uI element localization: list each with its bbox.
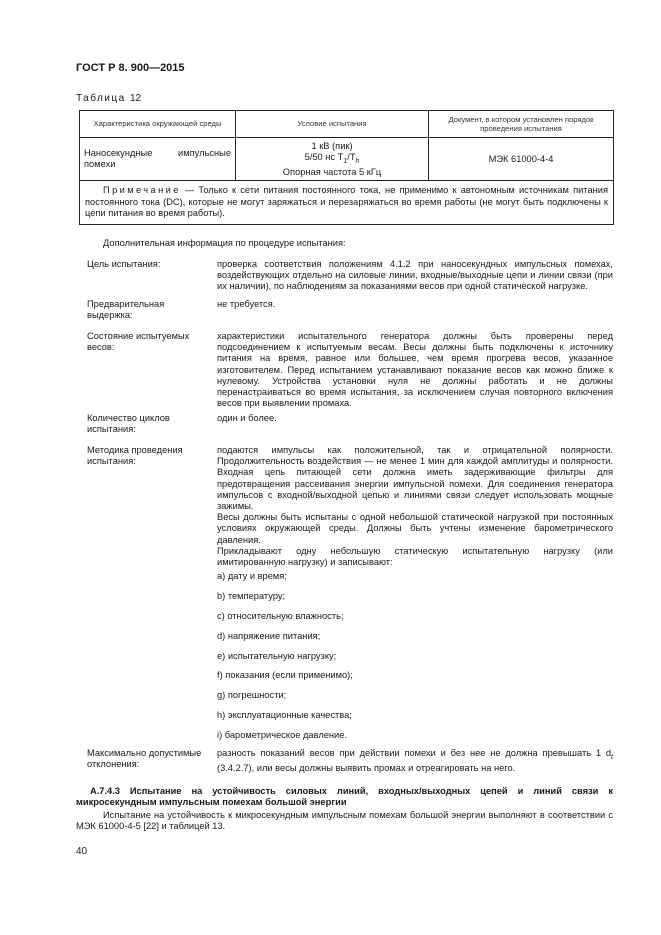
record-list xyxy=(217,571,613,750)
list-item: g) погрешности; xyxy=(217,690,287,701)
list-item: i) барометрическое давление. xyxy=(217,730,347,741)
subsection-text: Испытание на устойчивость к микросекундным импульсным помехам большой энергии выполняют в соответствии с МЭК 61000-4-5 [22] и таблицей 13. xyxy=(76,810,613,832)
cell-condition xyxy=(236,138,429,181)
method-label: Методика проведения испытания: xyxy=(87,445,183,467)
maxdev-text-b: (3.4.2.7), или весы должны выявить промах и отреагировать на него. xyxy=(217,763,516,774)
precond-label: Предварительная выдержка: xyxy=(87,299,165,321)
list-item: f) показания (если применимо); xyxy=(217,670,353,681)
cycles-text: один и более. xyxy=(217,413,277,423)
maxdev-label: Максимально допустимые отклонения: xyxy=(87,748,202,770)
maxdev-text-a: разность показаний весов при действии помехи и без нее не должна превышать 1 d xyxy=(217,748,612,758)
list-item: h) эксплуатационные качества; xyxy=(217,710,352,721)
cycles-label: Количество циклов испытания: xyxy=(87,413,170,435)
condition-line2-b: /T xyxy=(347,151,356,162)
method-paragraph-1: подаются импульсы как положительной, так и отрицательной полярности. Продолжительность воздействия — не менее 1 мин для каждой амплитуды и полярности. Входная цепь питающей сети должна иметь задерживающие фильтры для предотвращения рассеивания энергии импульсной помехи. Для соединения генератора импульсов с входной/выходной цепью и линиями связи следует использовать мощные зажимы. xyxy=(217,445,613,512)
table-note xyxy=(80,181,614,225)
table-header-row xyxy=(80,111,614,138)
purpose-text: проверка соответствия положениям 4.1.2 при наносекундных импульсных помехах, воздействующих отдельно на силовые линии, входные/выходные цепи и линии связи (при их наличии), по наблюдениям за показаниями весов при одной статической нагрузке. xyxy=(217,259,613,292)
document-header: ГОСТ Р 8. 900—2015 xyxy=(76,62,185,74)
table-caption xyxy=(76,93,141,104)
note-text: — Только к сети питания постоянного тока, не применимо к автономным источникам питания постоянного тока (DC), которые не могут заряжаться и перезаряжаться во время работы (не могут быть подключены к цепи питания во время работы). xyxy=(85,185,608,219)
note-label: Примечание xyxy=(103,185,181,196)
method-paragraph-3: Прикладывают одну небольшую статическую испытательную нагрузку (или имитированную нагрузку) и записывают: xyxy=(217,545,613,568)
intro-text: Дополнительная информация по процедуре испытания: xyxy=(103,238,346,248)
method-paragraph-2: Весы должны быть испытаны с одной небольшой статической нагрузкой при постоянных условиях окружающей среды. Должны быть учтены изменение барометрического давления. xyxy=(217,512,613,545)
purpose-label: Цель испытания: xyxy=(87,259,161,269)
condition-sub1: 1 xyxy=(343,157,348,165)
condition-line3: Опорная частота 5 кГц xyxy=(282,166,382,177)
table-note-row xyxy=(80,181,614,225)
header-document: Документ, в котором установлен порядок проведения испытания xyxy=(429,111,614,138)
list-item: а) дату и время; xyxy=(217,571,287,581)
header-condition: Условие испытания xyxy=(236,111,429,138)
condition-sub2: h xyxy=(355,157,360,165)
state-label: Состояние испытуемых весов: xyxy=(87,331,190,353)
list-item: b) температуру; xyxy=(217,590,286,601)
condition-line2 xyxy=(240,152,424,167)
table-caption-number: 12 xyxy=(130,93,142,104)
subsection-title: А.7.4.3 Испытание на устойчивость силовых линий, входных/выходных цепей и линий связи к микросекундным импульсным помехам большой энергии xyxy=(76,786,613,808)
header-characteristic: Характеристика окружающей среды xyxy=(80,111,236,138)
method-text xyxy=(217,445,613,568)
table-row xyxy=(80,138,614,181)
maxdev-sub: t xyxy=(611,753,613,761)
table-12 xyxy=(79,110,614,225)
maxdev-text xyxy=(217,748,613,774)
page-number: 40 xyxy=(76,846,88,857)
list-item: с) относительную влажность; xyxy=(217,610,344,621)
precond-text: не требуется. xyxy=(217,299,276,309)
condition-line1: 1 кВ (пик) xyxy=(311,141,353,151)
state-text: характеристики испытательного генератора должны быть проверены перед подсоединением к испытуемым весам. Весы должны быть подключены к источнику питания на время, равное или большее, чем время прогрева весов, указанное изготовителем. Перед испытанием устанавливают показание весов как можно ближе к нулевому. Устройства установки нуля не должны работать и не должны перенастраиваться во время испытания, за исключением случая повторного включения весов при выявлении промаха. xyxy=(217,331,613,409)
table-caption-word: Таблица xyxy=(76,93,126,104)
list-item: d) напряжение питания; xyxy=(217,630,321,641)
condition-line2-a: 5/50 нс T xyxy=(304,151,344,162)
list-item: е) испытательную нагрузку; xyxy=(217,650,337,661)
cell-characteristic: Наносекундные импульсные помехи xyxy=(80,138,236,181)
cell-document: МЭК 61000-4-4 xyxy=(429,138,614,181)
